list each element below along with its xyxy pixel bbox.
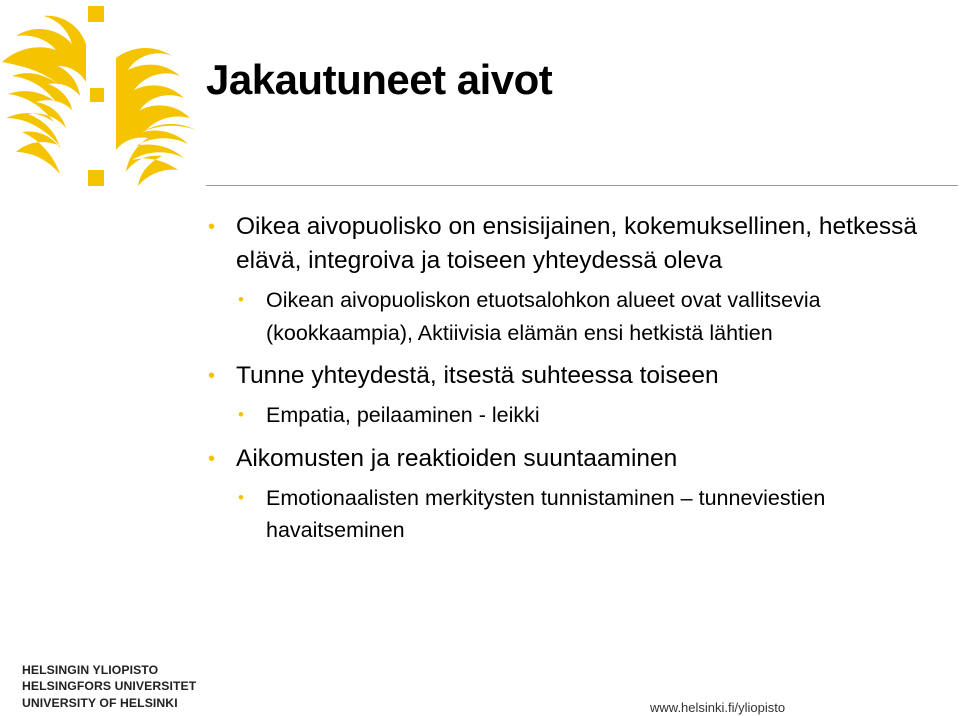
slide-title: Jakautuneet aivot [206, 56, 553, 103]
bullet-marker-icon: • [208, 447, 216, 470]
bullet-text: Emotionaalisten merkitysten tunnistaminen – tunneviestien havaitseminen [266, 485, 826, 542]
bullet-item [206, 210, 946, 278]
bullet-text: Tunne yhteydestä, itsestä suhteessa toiseen [236, 362, 719, 389]
bullet-text: Oikea aivopuolisko on ensisijainen, kokemuksellinen, hetkessä elävä, integroiva ja toiseen yhteydessä oleva [236, 213, 917, 274]
sub-bullet-item [206, 284, 946, 349]
bullet-text: Oikean aivopuoliskon etuotsalohkon alueet ovat vallitsevia (kookkaampia), Aktiivisia elämän ensi hetkistä lähtien [266, 288, 821, 345]
bullet-item [206, 359, 946, 393]
bullet-marker-icon: • [238, 290, 244, 309]
bullet-marker-icon: • [208, 216, 216, 238]
sub-bullet-item [206, 399, 946, 432]
bullet-text: Empatia, peilaaminen - leikki [266, 403, 540, 427]
bullet-list [206, 210, 946, 547]
bullet-marker-icon: • [208, 365, 216, 387]
sub-bullet-item [206, 482, 946, 547]
university-name-sv: HELSINGFORS UNIVERSITET [22, 679, 197, 694]
bullet-marker-icon: • [238, 405, 244, 424]
bullet-marker-icon: • [238, 487, 244, 507]
footer-url[interactable]: www.helsinki.fi/yliopisto [650, 700, 786, 715]
bullet-item [206, 442, 946, 476]
university-flame-logo [0, 0, 210, 200]
university-name-en: UNIVERSITY OF HELSINKI [22, 695, 178, 710]
university-name-fi: HELSINGIN YLIOPISTO [22, 663, 159, 677]
bullet-text: Aikomusten ja reaktioiden suuntaaminen [236, 444, 678, 472]
university-wordmark [22, 662, 196, 711]
title-divider [206, 185, 958, 186]
